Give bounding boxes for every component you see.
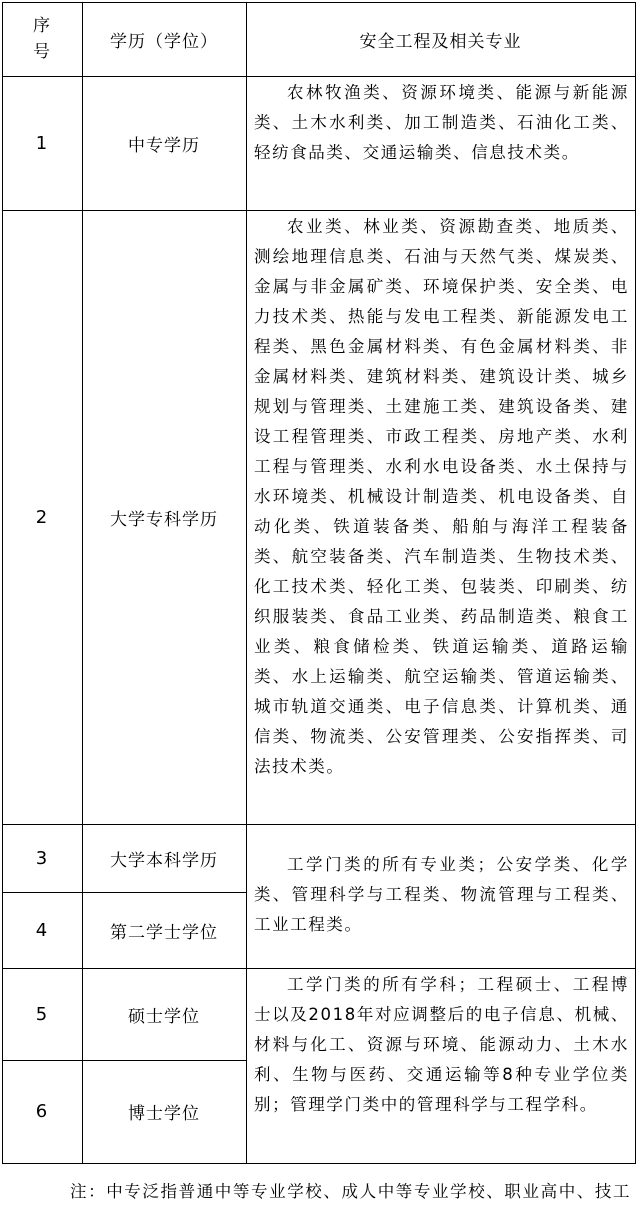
row-5-6-majors: 工学门类的所有学科；工程硕士、工程博士以及2018年对应调整后的电子信息、机械、材料与化工、资源与环境、能源动力、土木水利、生物与医药、交通运输等8种专业学位类别；管理学门类中的管理科学与工程学科。 (254, 975, 629, 1114)
table-border-right (635, 2, 636, 1164)
row-2-degree: 大学专科学历 (110, 509, 218, 530)
header-number (2, 2, 82, 76)
footnote: 注：中专泛指普通中等专业学校、成人中等专业学校、职业高中、技工 (70, 1182, 632, 1201)
majors-table (2, 2, 636, 1164)
table-border-bottom (2, 1163, 636, 1164)
row-2-majors: 农业类、林业类、资源勘查类、地质类、测绘地理信息类、石油与天然气类、煤炭类、金属与非金属矿类、环境保护类、安全类、电力技术类、热能与发电工程类、新能源发电工程类、黑色金属材料类、有色金属材料类、非金属材料类、建筑材料类、建筑设计类、城乡规划与管理类、土建施工类、建筑设备类、建设工程管理类、市政工程类、房地产类、水利工程与管理类、水利水电设备类、水土保持与水环境类、机械设计制造类、机电设备类、自动化类、铁道装备类、船舶与海洋工程装备类、航空装备类、汽车制造类、生物技术类、化工技术类、轻化工类、包装类、印刷类、纺织服装类、食品工业类、药品制造类、粮食工业类、粮食储检类、铁道运输类、道路运输类、水上运输类、航空运输类、管道运输类、城市轨道交通类、电子信息类、计算机类、通信类、物流类、公安管理类、公安指挥类、司法技术类。 (254, 217, 629, 776)
row-4-degree: 第二学士学位 (110, 922, 218, 943)
row-6-number: 6 (35, 1101, 49, 1122)
row-1-majors: 农林牧渔类、资源环境类、能源与新能源类、土木水利类、加工制造类、石油化工类、轻纺食品类、交通运输类、信息技术类。 (254, 83, 629, 162)
row-5-number: 5 (35, 1003, 49, 1025)
row-5-degree: 硕士学位 (128, 1006, 200, 1027)
header-majors: 安全工程及相关专业 (359, 31, 522, 52)
row-2-number: 2 (35, 506, 49, 528)
header-number-line1: 序 (33, 16, 51, 36)
header-number-line2: 号 (33, 42, 51, 62)
column-divider-2 (246, 2, 247, 1164)
row-3-degree: 大学本科学历 (110, 850, 218, 871)
header-degree: 学历（学位） (110, 31, 218, 52)
row-1-degree: 中专学历 (128, 135, 200, 156)
row-3-number: 3 (35, 847, 49, 869)
row-4-number: 4 (35, 919, 49, 941)
row-1-number: 1 (35, 132, 49, 154)
row-3-4-majors: 工学门类的所有专业类；公安学类、化学类、管理科学与工程类、物流管理与工程类、工业工程类。 (254, 855, 629, 934)
row-6-degree: 博士学位 (128, 1104, 200, 1124)
